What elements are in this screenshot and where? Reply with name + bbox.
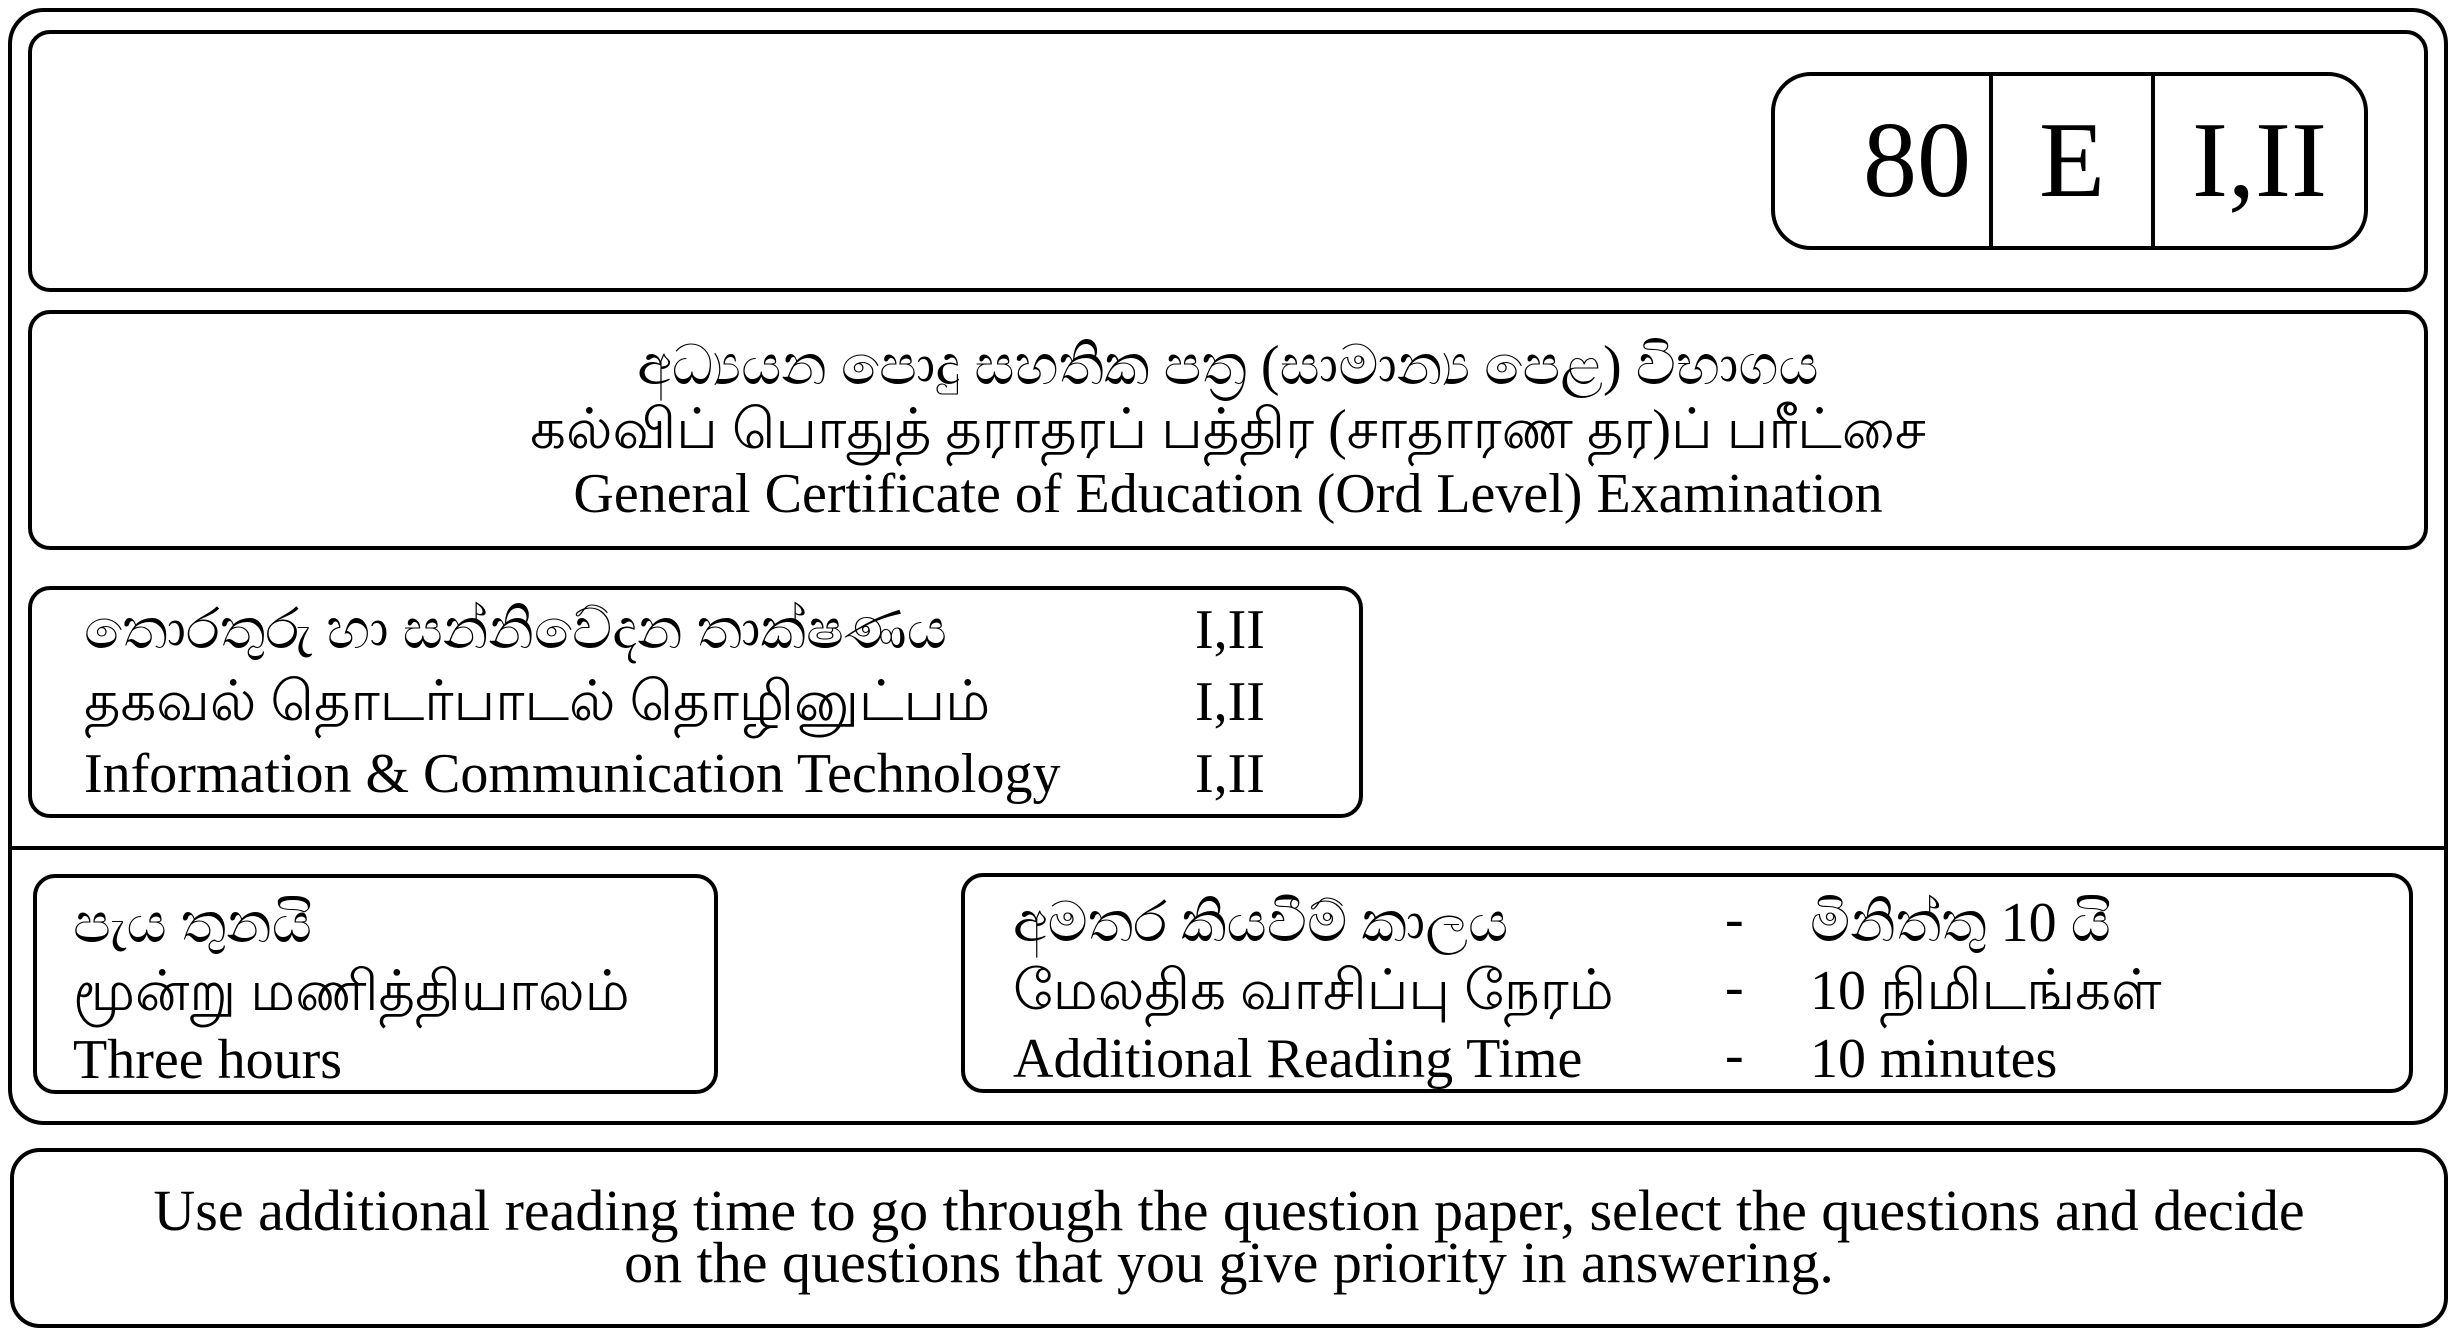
reading-time-value-tamil: 10 நிமிடங்கள் [1810,960,2162,1022]
paper-code-number: 80 [1775,76,1993,246]
exam-title-sinhala: අධ්‍යයන පොදු සහතික පත්‍ර (සාමාන්‍ය පෙළ) විභාගය [637,335,1819,397]
duration-tamil: மூன்று மணித்தியாலம் [73,961,630,1023]
duration-box [33,874,718,1094]
paper-code-box [1771,72,2368,250]
paper-code-medium: E [1993,76,2155,246]
duration-english: Three hours [73,1029,343,1091]
exam-title-english: General Certificate of Education (Ord Level) Examination [573,463,1883,525]
section-divider [10,846,2446,850]
exam-title-box [28,310,2428,550]
instruction-box [10,1148,2448,1328]
reading-time-label-english: Additional Reading Time [1013,1028,1583,1090]
subject-name-sinhala: තොරතුරු හා සන්නිවේදන තාක්ෂණය [84,599,948,661]
instruction-line-2: on the questions that you give priority in answering. [624,1230,1834,1295]
reading-time-label-sinhala: අමතර කියවීම් කාලය [1013,892,1509,954]
subject-box [28,586,1363,818]
subject-name-tamil: தகவல் தொடர்பாடல் தொழினுட்பம் [84,671,991,733]
subject-parts-english: I,II [1195,743,1265,805]
subject-name-english: Information & Communication Technology [84,743,1061,805]
reading-time-value-english: 10 minutes [1810,1028,2058,1090]
duration-sinhala: පැය තුනයි [73,893,313,955]
instruction-line-1: Use additional reading time to go through the question paper, select the questions and decide [153,1178,2305,1243]
reading-time-box [961,873,2413,1093]
exam-title-tamil: கல்விப் பொதுத் தராதரப் பத்திர (சாதாரண தர)ப் பரீட்சை [530,399,1926,461]
reading-time-value-sinhala: මිනිත්තු 10 යි [1810,892,2111,954]
reading-time-dash: - [1725,1024,1744,1086]
reading-time-dash: - [1725,956,1744,1018]
subject-parts-sinhala: I,II [1195,599,1265,661]
reading-time-dash: - [1725,888,1744,950]
subject-parts-tamil: I,II [1195,671,1265,733]
reading-time-label-tamil: மேலதிக வாசிப்பு நேரம் [1013,960,1614,1022]
paper-code-parts: I,II [2192,101,2327,220]
